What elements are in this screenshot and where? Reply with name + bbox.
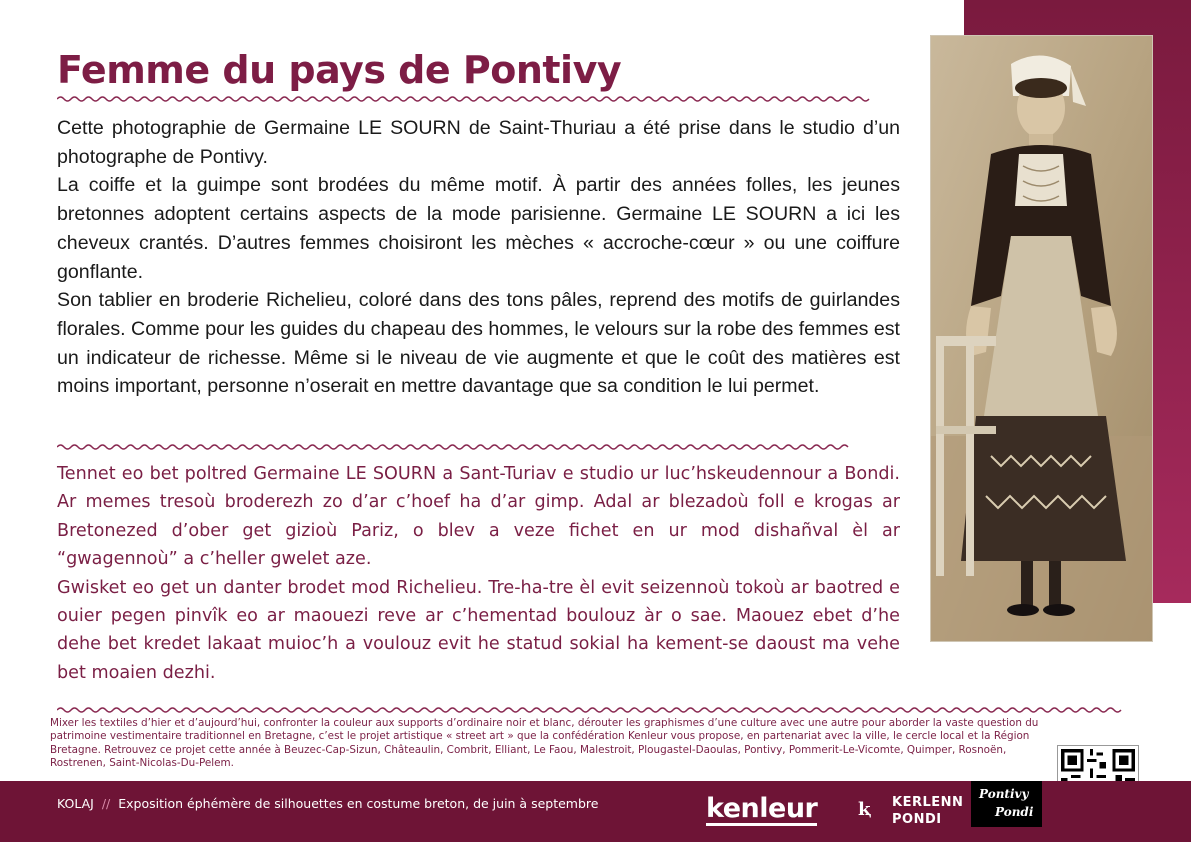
wavy-divider-bottom	[57, 705, 1160, 715]
breton-text	[57, 460, 900, 687]
project-note: Mixer les textiles d’hier et d’aujourd’hui, confronter la couleur aux supports d’ordinaire noir et blanc, dérouter les graphismes d’une culture avec une autre pour aborder la vaste question du patrimoine vestimentaire traditionnel en Bretagne, c’est le projet artistique « street art » que la confédération Kenleur vous propose, en partenariat avec la ville, le cercle local et la Région Bretagne. Retrouvez ce projet cette année à Beuzec-Cap-Sizun, Châteaulin, Combrit, Elliant, Le Faou, Malestroit, Plougastel-Daoulas, Pontivy, Pommerit-Le-Vicomte, Quimper, Rosnoën, Rostrenen, Saint-Nicolas-Du-Pelem.	[50, 717, 1039, 769]
french-text	[57, 114, 900, 401]
kerlenn-pondi-logo[interactable]	[858, 793, 962, 833]
breton-paragraph: Tennet eo bet poltred Germaine LE SOURN a Sant-Turiav e studio ur luc’hskeudennour a Bondi. Ar memes tresoù broderezh zo d’ar c’hoef ha d’ar gimp. Adal ar blezadoù foll e krogas ar Bretonezed d’ober get gizioù Pariz, o blev a veze fichet en ur mod dishañval èl ar “gwagennoù” a c’heller gwelet aze.	[57, 464, 900, 570]
footer-brand: KOLAJ	[57, 796, 94, 811]
kerlenn-logo-line2: PONDI	[892, 812, 942, 827]
breton-paragraph: Gwisket eo get un danter brodet mod Richelieu. Tre-ha-tre èl evit seizennoù tokoù ar baotred e ouier pegen pinvîk eo ar maouezi reve ar c’hementad boulouz àr o sae. Maouez ebet d’he dehe bet kredet lakaat muioc’h a voulouz evit he statud sokial ha kement-se daoust ma vehe bet moaien dezhi.	[57, 577, 900, 683]
page-title: Femme du pays de Pontivy	[57, 48, 622, 92]
footer-separator: //	[101, 796, 111, 811]
french-paragraph: Son tablier en broderie Richelieu, coloré dans des tons pâles, reprend des motifs de guirlandes florales. Comme pour les guides du chapeau des hommes, le velours sur la robe des femmes est un indicateur de richesse. Même si le niveau de vie augmente et que le coût des matières est moins important, personne n’oserait en mettre davantage que sa condition le lui permet.	[57, 289, 900, 398]
wavy-divider-middle	[57, 442, 900, 452]
wavy-divider-top	[57, 94, 900, 104]
footer-caption	[57, 796, 598, 811]
pontivy-pondi-logo[interactable]	[971, 781, 1042, 827]
portrait-photo	[930, 35, 1153, 642]
french-paragraph: La coiffe et la guimpe sont brodées du même motif. À partir des années folles, les jeunes bretonnes adoptent certains aspects de la mode parisienne. Germaine LE SOURN a ici les cheveux crantés. D’autres femmes choisiront les mèches « accroche-cœur » ou une coiffure gonflante.	[57, 174, 900, 283]
pontivy-logo-line1: Pontivy	[979, 787, 1029, 801]
kerlenn-logo-line1: KERLENN	[892, 795, 964, 810]
footer-bar	[0, 781, 1191, 842]
footer-exhibition: Exposition éphémère de silhouettes en costume breton, de juin à septembre	[118, 796, 599, 811]
pontivy-logo-line2: Pondi	[995, 805, 1034, 819]
kenleur-logo[interactable]: kenleur	[706, 793, 818, 824]
kerlenn-emblem-icon: ⱪ	[858, 799, 871, 820]
french-paragraph: Cette photographie de Germaine LE SOURN de Saint-Thuriau a été prise dans le studio d’un photographe de Pontivy.	[57, 117, 900, 168]
